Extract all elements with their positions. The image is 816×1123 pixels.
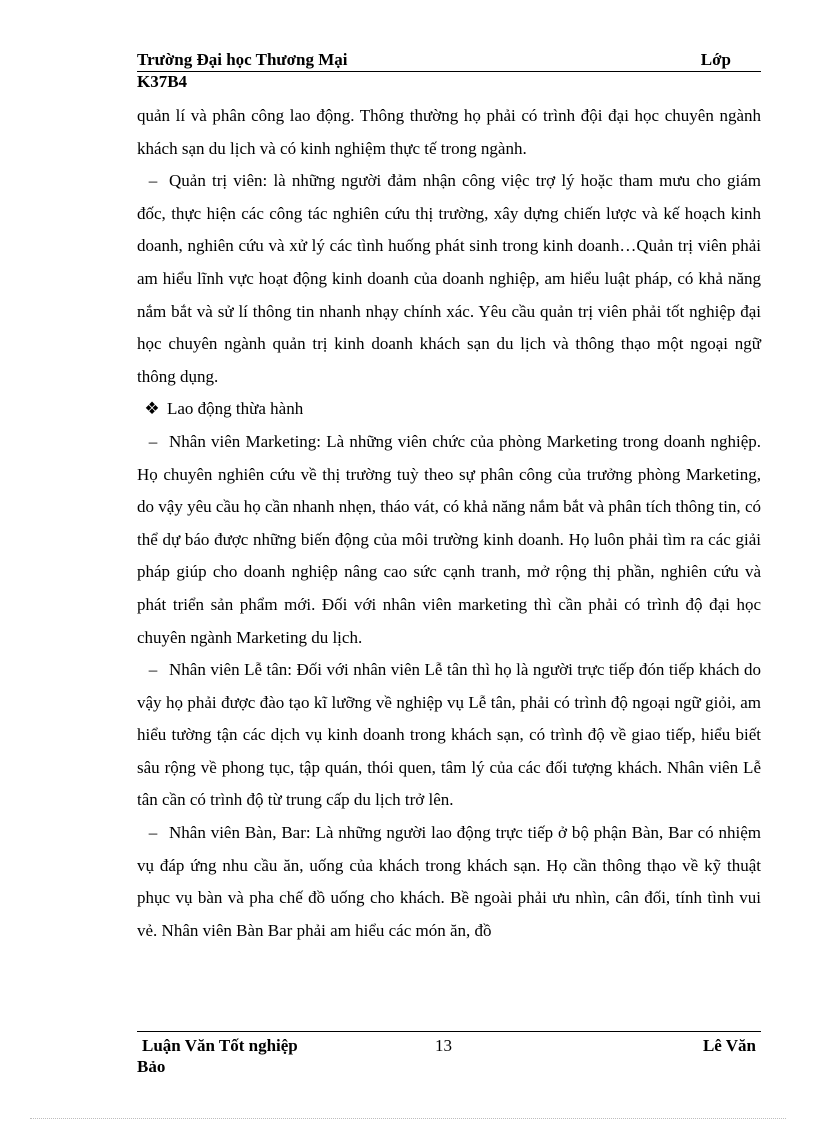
paragraph-ban-bar bbox=[137, 817, 761, 947]
footer-title: Luận Văn Tốt nghiệp bbox=[142, 1036, 298, 1055]
paragraph-text: Nhân viên Bàn, Bar: Là những người lao động trực tiếp ở bộ phận Bàn, Bar có nhiệm vụ đáp ứng nhu cầu ăn, uống của khách trong khách sạn. Họ cần thông thạo về kỹ thuật phục vụ bàn và pha chế đồ uống cho khách. Bề ngoài phải ưu nhìn, cân đối, tính tình vui vẻ. Nhân viên Bàn Bar phải am hiểu các món ăn, đồ bbox=[137, 823, 761, 940]
dash-marker: – bbox=[148, 823, 158, 843]
dash-marker: – bbox=[148, 171, 158, 191]
page-footer bbox=[137, 1031, 761, 1077]
paragraph-marketing bbox=[137, 426, 761, 654]
paragraph-text: Quản trị viên: là những người đảm nhận công việc trợ lý hoặc tham mưu cho giám đốc, thực hiện các công tác nghiên cứu thị trường, xây dựng chiến lược và kế hoạch kinh doanh, nghiên cứu và xử lý các tình huống phát sinh trong kinh doanh…Quản trị viên phải am hiểu lĩnh vực hoạt động kinh doanh của doanh nghiệp, am hiểu luật pháp, có khả năng nắm bắt và sử lí thông tin nhanh nhạy chính xác. Yêu cầu quản trị viên phải tốt nghiệp đại học chuyên ngành quản trị kinh doanh khách sạn du lịch và thông thạo một ngoại ngữ thông dụng. bbox=[137, 171, 761, 386]
class-code: K37B4 bbox=[137, 72, 188, 91]
header-line bbox=[137, 50, 761, 72]
section-heading-text: Lao động thừa hành bbox=[167, 399, 304, 419]
dash-marker: – bbox=[148, 431, 158, 451]
school-name: Trường Đại học Thương Mại bbox=[137, 50, 348, 69]
page-header bbox=[137, 50, 761, 92]
page-number: 13 bbox=[435, 1036, 452, 1055]
diamond-bullet-icon: ❖ bbox=[144, 399, 160, 419]
body-text bbox=[137, 100, 761, 947]
paragraph-text: Nhân viên Lễ tân: Đối với nhân viên Lễ tân thì họ là người trực tiếp đón tiếp khách do vậy họ phải được đào tạo kĩ lưỡng về nghiệp vụ Lễ tân, phải có trình độ ngoại ngữ giỏi, am hiểu tường tận các dịch vụ kinh doanh trong khách sạn, có trình độ về giao tiếp, hiểu biết sâu rộng về phong tục, tập quán, thói quen, tâm lý của các đối tượng khách. Nhân viên Lễ tân cần có trình độ từ trung cấp du lịch trở lên. bbox=[137, 660, 761, 810]
class-label: Lớp bbox=[700, 50, 731, 69]
paragraph-le-tan bbox=[137, 654, 761, 817]
footer-row bbox=[137, 1035, 761, 1057]
paragraph-quan-tri-vien bbox=[137, 165, 761, 393]
paragraph-text: Nhân viên Marketing: Là những viên chức của phòng Marketing trong doanh nghiệp. Họ chuyên nghiên cứu về thị trường tuỳ theo sự phân công của trưởng phòng Marketing, do vậy yêu cầu họ cần nhanh nhẹn, tháo vát, có khả năng nắm bắt và phân tích thông tin, có thể dự báo được những biến động của môi trường kinh doanh. Họ luôn phải tìm ra các giải pháp giúp cho doanh nghiệp nâng cao sức cạnh tranh, mở rộng thị phần, nghiên cứu và phát triển sản phẩm mới. Đối với nhân viên marketing thì cần phải có trình độ đại học chuyên ngành Marketing du lịch. bbox=[137, 431, 761, 647]
page-bottom-divider bbox=[30, 1118, 786, 1119]
paragraph-continuation: quản lí và phân công lao động. Thông thường họ phải có trình đội đại học chuyên ngành khách sạn du lịch và có kinh nghiệm thực tế trong ngành. bbox=[137, 106, 761, 158]
dash-marker: – bbox=[148, 660, 158, 680]
footer-author: Lê Văn bbox=[702, 1036, 756, 1055]
section-heading-lao-dong-thua-hanh bbox=[137, 393, 761, 426]
footer-author-line2: Bảo bbox=[137, 1057, 166, 1076]
